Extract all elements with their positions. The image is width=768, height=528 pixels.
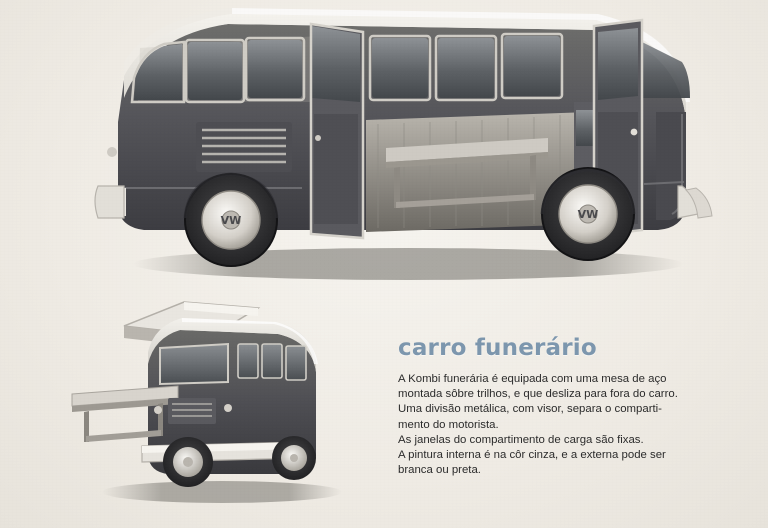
body-line: As janelas do compartimento de carga são fixas.: [398, 433, 644, 446]
body-line: A Kombi funerária é equipada com uma mesa de aço: [398, 373, 667, 385]
svg-text:VW: VW: [220, 214, 242, 227]
page-title: carro funerário: [398, 335, 597, 361]
body-copy: [398, 372, 748, 478]
body-line: Uma divisão metálica, com visor, separa o comparti-: [398, 403, 662, 416]
body-line: montada sôbre trilhos, e que desliza para fora do carro.: [398, 388, 678, 401]
vw-kombi-side-view-photo: [78, 2, 718, 292]
vw-kombi-rear-view-photo: [62, 286, 362, 518]
svg-text:VW: VW: [577, 208, 599, 221]
body-line: mento do motorista.: [398, 418, 499, 431]
body-line: A pintura interna é na côr cinza, e a externa pode ser: [398, 449, 666, 462]
article-text-block: [398, 337, 748, 478]
body-line: branca ou preta.: [398, 464, 481, 477]
